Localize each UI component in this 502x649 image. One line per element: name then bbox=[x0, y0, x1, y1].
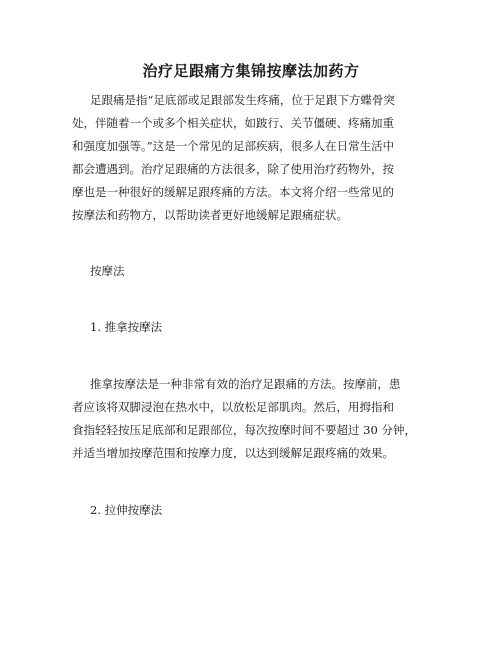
intro-line-4: 都会遭遇到。治疗足跟痛的方法很多，除了使用治疗药物外，按 bbox=[72, 162, 394, 176]
subsection-1-line-2: 者应该将双脚浸泡在热水中，以放松足部肌肉。然后，用拇指和 bbox=[72, 400, 394, 414]
intro-line-5: 摩也是一种很好的缓解足跟疼痛的方法。本文将介绍一些常见的 bbox=[72, 185, 394, 199]
subsection-1-line-3: 食指轻轻按压足底部和足跟部位，每次按摩时间不要超过 30 分钟， bbox=[72, 423, 416, 437]
intro-line-6: 按摩法和药物方，以帮助读者更好地缓解足跟痛症状。 bbox=[72, 208, 348, 222]
subsection-heading-1: 1. 推拿按摩法 bbox=[90, 320, 163, 334]
subsection-heading-2: 2. 拉伸按摩法 bbox=[90, 503, 163, 517]
subsection-1-line-1: 推拿按摩法是一种非常有效的治疗足跟痛的方法。按摩前，患 bbox=[90, 377, 401, 391]
subsection-1-line-4: 并适当增加按摩范围和按摩力度，以达到缓解足跟疼痛的效果。 bbox=[72, 446, 394, 460]
section-heading: 按摩法 bbox=[90, 264, 125, 278]
intro-line-3: 和强度加强等。”这是一个常见的足部疾病，很多人在日常生活中 bbox=[72, 139, 395, 153]
document-title: 治疗足跟痛方集锦按摩法加药方 bbox=[142, 62, 360, 80]
intro-line-1: 足跟痛是指“足底部或足跟部发生疼痛，位于足跟下方蝶骨突 bbox=[90, 93, 395, 107]
intro-line-2: 处，伴随着一个或多个相关症状，如跛行、关节僵硬、疼痛加重 bbox=[72, 116, 394, 130]
